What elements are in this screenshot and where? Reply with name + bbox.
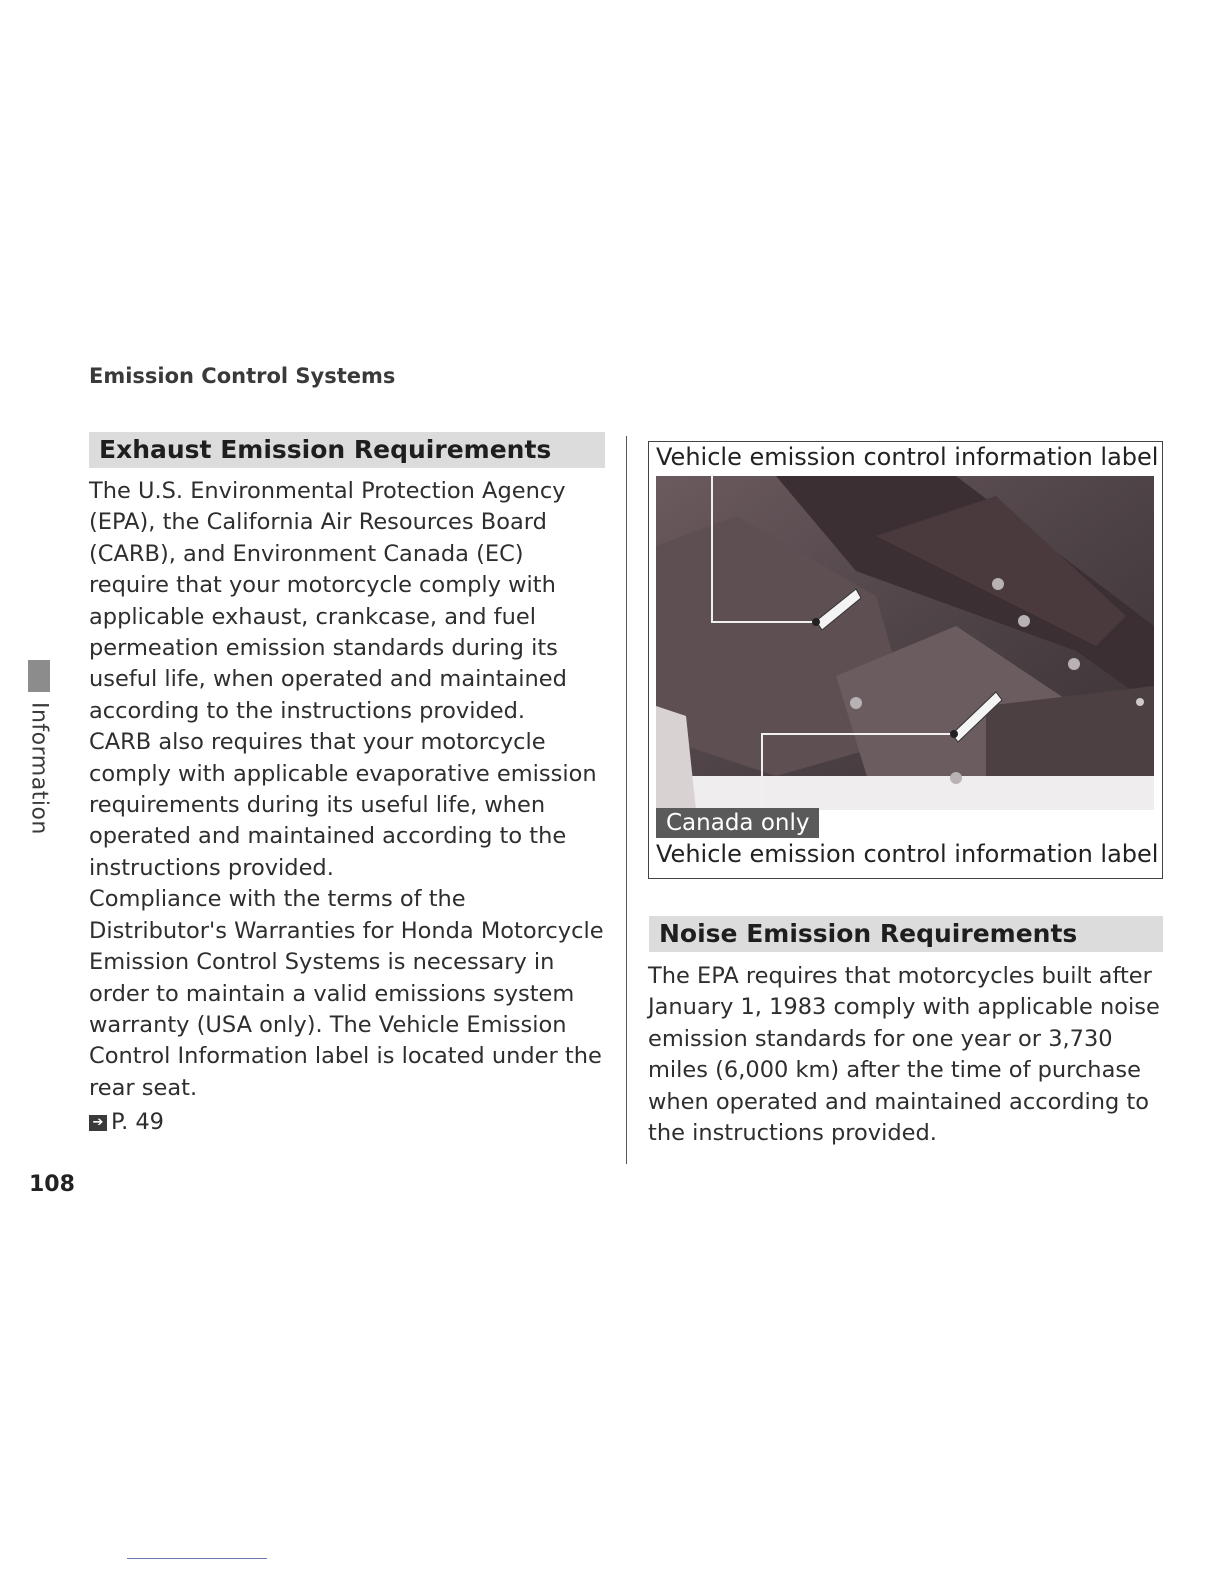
noise-paragraph: The EPA requires that motorcycles built after January 1, 1983 comply with applicable noise emission standards for one year or 3,730 miles (6,000 km) after the time of purchase when operated and maintained according to the instructions provided. <box>648 963 1160 1147</box>
noise-body <box>648 961 1163 1149</box>
section-title: Emission Control Systems <box>89 364 396 388</box>
arrow-right-icon: ➔ <box>89 1115 107 1131</box>
chapter-tab <box>24 702 54 835</box>
figure-caption-bottom: Vehicle emission control information label <box>656 840 1159 868</box>
exhaust-paragraph-1: The U.S. Environmental Protection Agency (EPA), the California Air Resources Board (CARB), and Environment Canada (EC) require that your motorcycle comply with applicable exhaust, crankcase, and fuel permeation emission standards during its useful life, when operated and maintained according to the instructions provided. <box>89 478 567 724</box>
exhaust-paragraph-3: Compliance with the terms of the Distributor's Warranties for Honda Motorcycle Emission Control Systems is necessary in order to maintain a valid emissions system warranty (USA only). The Vehicle Emission Control Information label is located under the rear seat. <box>89 886 604 1101</box>
page-reference-link[interactable] <box>89 1107 164 1138</box>
exhaust-paragraph-2: CARB also requires that your motorcycle comply with applicable evaporative emission requirements during its useful life, when operated and maintained according to the instructions provided. <box>89 729 597 881</box>
exhaust-heading: Exhaust Emission Requirements <box>89 432 605 468</box>
chapter-marker <box>28 660 50 692</box>
exhaust-body <box>89 476 609 1139</box>
figure-caption-top: Vehicle emission control information label <box>656 443 1159 471</box>
page-number: 108 <box>29 1172 75 1197</box>
chapter-tab-label: Information <box>26 702 52 835</box>
page-reference-text: P. 49 <box>111 1109 164 1136</box>
motorcycle-seat-photo <box>656 476 1154 810</box>
column-divider <box>626 436 627 1164</box>
canada-only-tag: Canada only <box>656 808 819 838</box>
footer-rule <box>127 1558 267 1559</box>
noise-heading: Noise Emission Requirements <box>649 916 1163 952</box>
